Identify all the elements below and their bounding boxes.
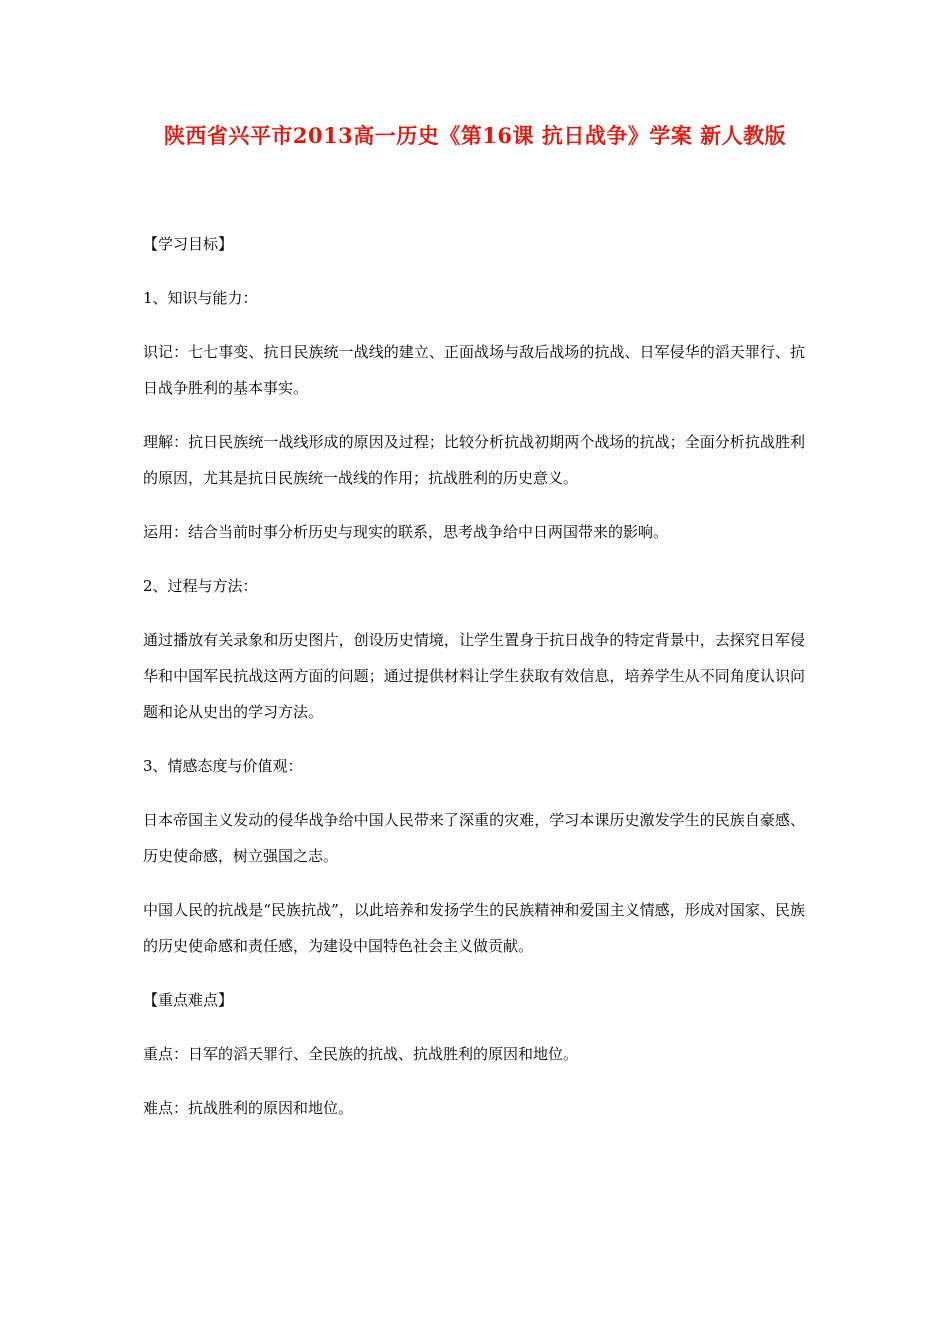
paragraph-apply: 运用：结合当前时事分析历史与现实的联系，思考战争给中日两国带来的影响。: [143, 523, 669, 541]
document-title: 陕西省兴平市2013高一历史《第16课 抗日战争》学案 新人教版: [163, 123, 787, 148]
paragraph-key-point: 重点：日军的滔天罪行、全民族的抗战、抗战胜利的原因和地位。: [143, 1045, 579, 1063]
subheading-attitude-values: 3、情感态度与价值观：: [143, 757, 303, 775]
section-heading-key-points: 【重点难点】: [143, 991, 234, 1009]
paragraph-attitude-1: 日本帝国主义发动的侵华战争给中国人民带来了深重的灾难，学习本课历史激发学生的民族自豪感、历史使命感，树立强国之志。: [143, 811, 805, 865]
paragraph-understand: 理解：抗日民族统一战线形成的原因及过程；比较分析抗战初期两个战场的抗战；全面分析抗战胜利的原因，尤其是抗日民族统一战线的作用；抗战胜利的历史意义。: [143, 433, 805, 487]
paragraph-attitude-2: 中国人民的抗战是“民族抗战”，以此培养和发扬学生的民族精神和爱国主义情感，形成对国家、民族的历史使命感和责任感，为建设中国特色社会主义做贡献。: [143, 901, 805, 955]
paragraph-difficult-point: 难点：抗战胜利的原因和地位。: [143, 1099, 354, 1117]
paragraph-memorize: 识记：七七事变、抗日民族统一战线的建立、正面战场与敌后战场的抗战、日军侵华的滔天罪行、抗日战争胜利的基本事实。: [143, 343, 805, 397]
paragraph-method: 通过播放有关录象和历史图片，创设历史情境，让学生置身于抗日战争的特定背景中，去探究日军侵华和中国军民抗战这两方面的问题；通过提供材料让学生获取有效信息，培养学生从不同角度认识问题和论从史出的学习方法。: [143, 631, 805, 721]
document-body: [143, 226, 805, 1144]
subheading-process-method: 2、过程与方法：: [143, 577, 258, 595]
section-heading-objectives: 【学习目标】: [143, 235, 234, 253]
subheading-knowledge-ability: 1、知识与能力：: [143, 289, 258, 307]
